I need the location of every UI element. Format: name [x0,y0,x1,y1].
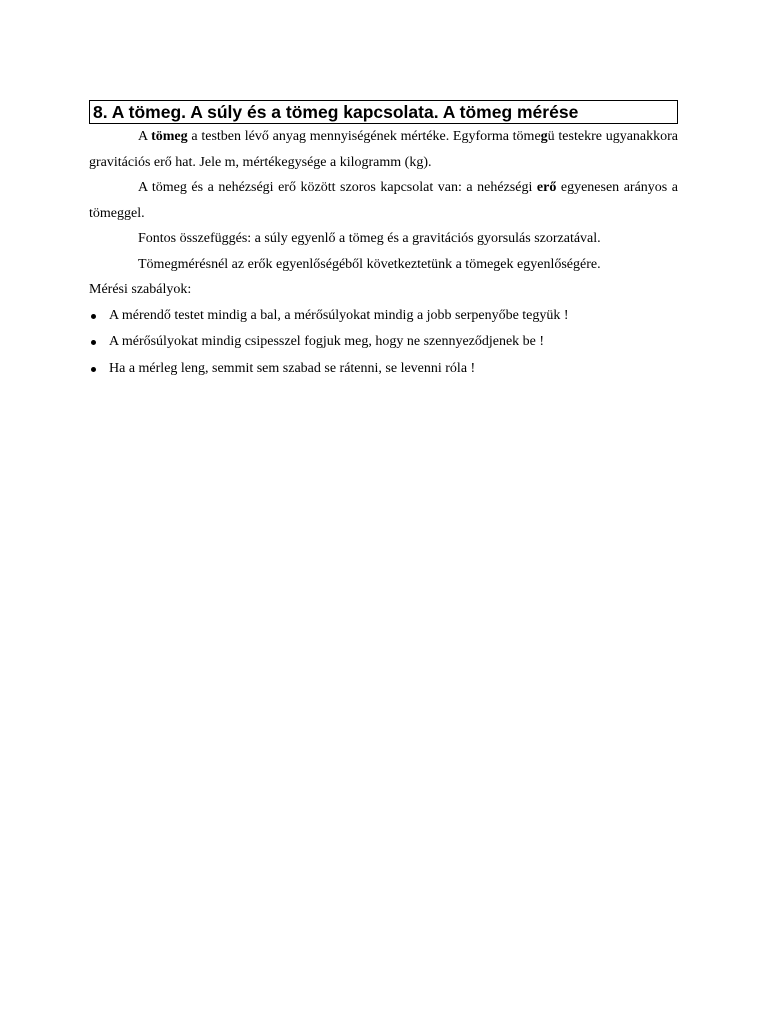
paragraph-text: a testben lévő anyag mennyiségének mértéke. Egyforma töme [187,129,541,144]
bold-term: tömeg [151,129,188,144]
paragraph-text: A [138,129,152,144]
document-body [89,124,678,382]
document-page [89,100,678,382]
bullet-icon [91,314,96,319]
list-item-text: A mérendő testet mindig a bal, a mérősúlyokat mindig a jobb serpenyőbe tegyük ! [109,307,569,323]
list-item-text: A mérősúlyokat mindig csipesszel fogjuk meg, hogy ne szennyeződjenek be ! [109,334,545,349]
paragraph-text: egyenesen arányos a tömeggel. [89,180,678,221]
rules-list [89,303,678,383]
bold-term: erő [536,180,557,195]
paragraph-text: A tömeg és a nehézségi erő között szoros kapcsolat van: a nehézségi [138,180,537,195]
bold-letter: g [540,129,548,144]
paragraph-measurement: Tömegmérésnél az erők egyenlőségéből következtetünk a tömegek egyenlőségére. [138,256,601,272]
paragraph-definition [89,124,678,175]
paragraph-formula: Fontos összefüggés: a súly egyenlő a tömeg és a gravitációs gyorsulás szorzatával. [138,231,601,246]
paragraph-relationship [89,175,678,226]
rules-heading: Mérési szabályok: [89,282,192,297]
list-item [89,303,678,330]
list-item [89,356,678,383]
section-title-text: 8. A tömeg. A súly és a tömeg kapcsolata. A tömeg mérése [93,102,579,122]
list-item [89,329,678,356]
bullet-icon [91,340,96,345]
paragraph-text: ü testekre ugyanakkora gravitációs erő hat. Jele m, mértékegysége a kilogramm (kg). [89,129,679,170]
section-title [89,100,678,124]
list-item-text: Ha a mérleg leng, semmit sem szabad se rátenni, se levenni róla ! [109,360,476,376]
bullet-icon [91,367,96,372]
